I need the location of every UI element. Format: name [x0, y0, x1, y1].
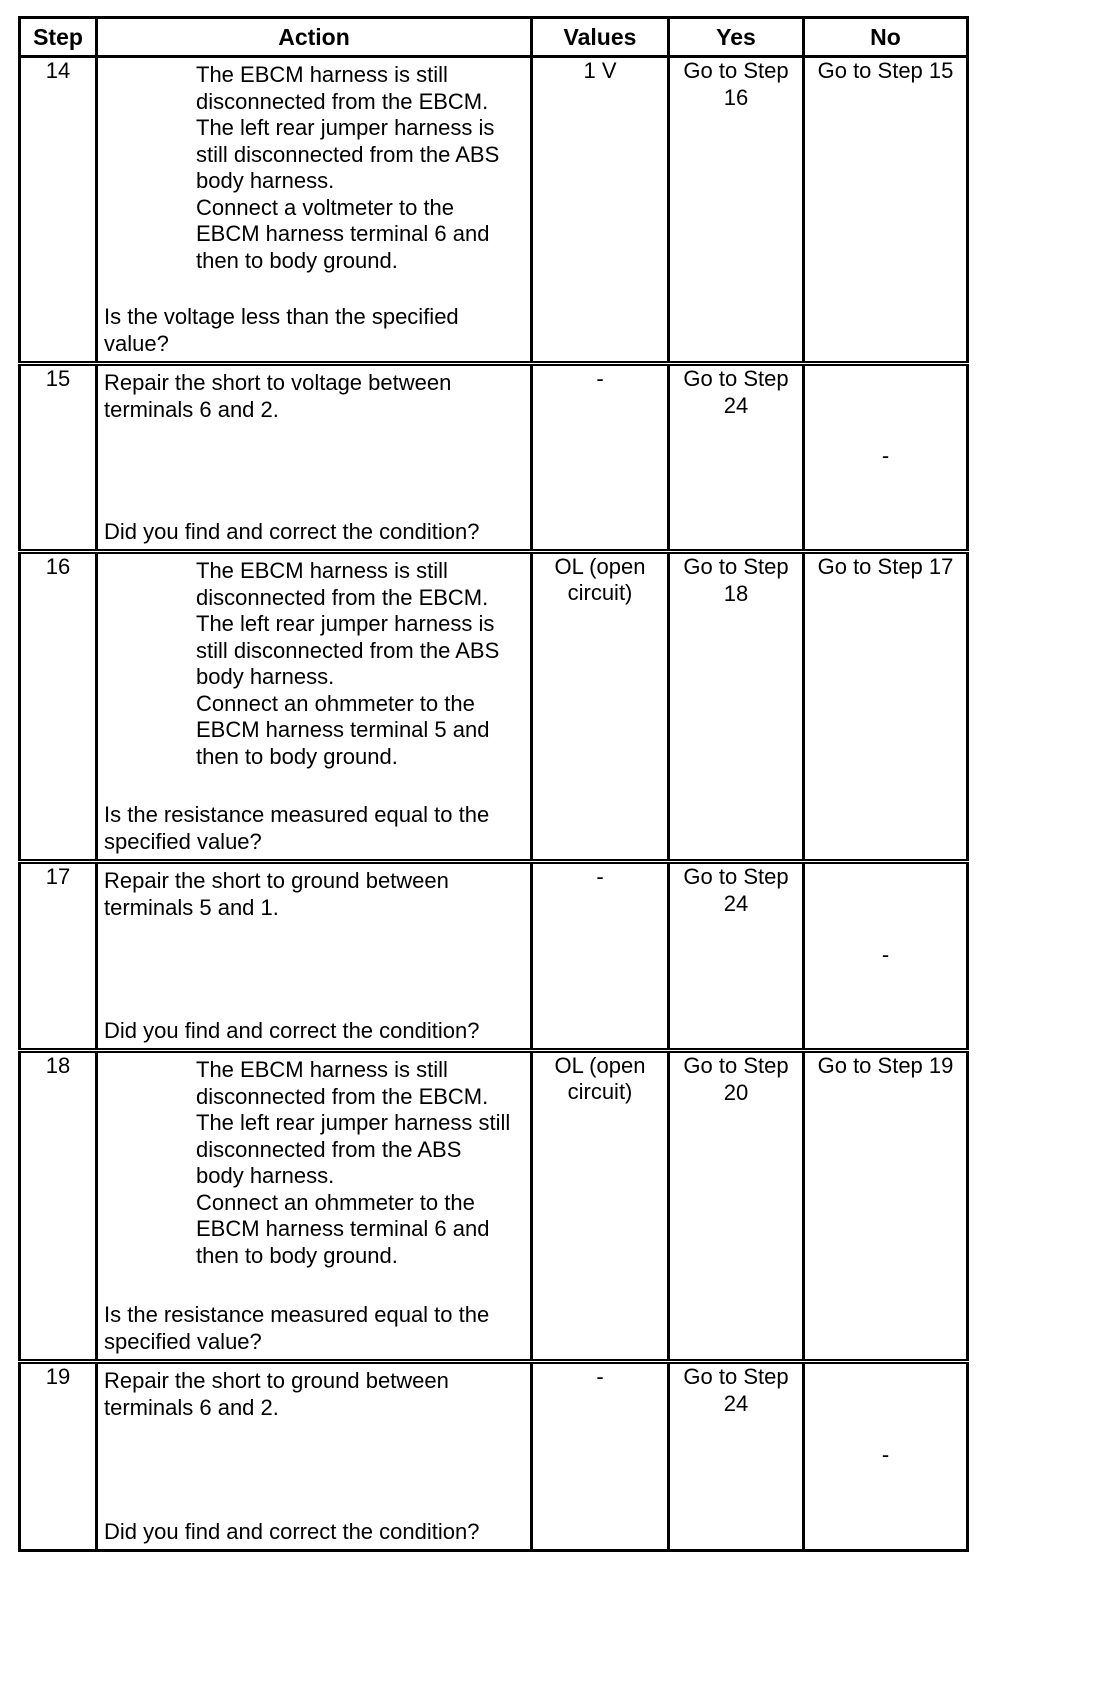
instruction-line: body harness. — [196, 168, 335, 193]
yes-cell — [669, 1051, 804, 1362]
instruction-line: terminals 6 and 2. — [104, 396, 279, 422]
yes-goto: Go to Step 20 — [683, 1053, 789, 1105]
instruction-line: still disconnected from the ABS — [196, 141, 500, 167]
instruction-line: terminals 6 and 2. — [104, 1394, 279, 1420]
action-instructions — [104, 1368, 524, 1421]
instruction-line: Connect an ohmmeter to the — [196, 1189, 475, 1215]
step-number: 15 — [20, 364, 97, 552]
step-number: 19 — [20, 1362, 97, 1551]
step-row — [20, 862, 968, 1051]
values-text: - — [596, 366, 604, 391]
instruction-line: then to body ground. — [196, 247, 398, 273]
action-cell — [97, 57, 532, 364]
header-row — [20, 18, 968, 57]
values-cell — [532, 1362, 669, 1551]
yes-goto: Go to Step 16 — [683, 58, 789, 110]
instruction-line: Connect a voltmeter to the — [196, 194, 455, 220]
yes-cell — [669, 1362, 804, 1551]
instruction-line: Connect an ohmmeter to the — [196, 690, 475, 716]
instruction-line: Repair the short to ground between — [104, 1368, 449, 1393]
instruction-line: The left rear jumper harness is — [196, 611, 495, 636]
action-instructions — [104, 1057, 524, 1269]
action-instructions — [104, 370, 524, 423]
values-cell — [532, 552, 669, 862]
step-row — [20, 364, 968, 552]
yes-goto: Go to Step 24 — [683, 864, 789, 916]
values-cell — [532, 364, 669, 552]
step-row — [20, 1362, 968, 1551]
instruction-line: EBCM harness terminal 6 and — [196, 1216, 490, 1241]
instruction-line: disconnected from the EBCM. — [196, 88, 489, 114]
instruction-line: Repair the short to voltage between — [104, 370, 452, 395]
yes-cell — [669, 862, 804, 1051]
instruction-line: Repair the short to ground between — [104, 868, 449, 893]
no-cell — [804, 57, 968, 364]
action-question — [104, 1519, 524, 1546]
instruction-line: still disconnected from the ABS — [196, 637, 500, 663]
action-cell — [97, 364, 532, 552]
step-row — [20, 552, 968, 862]
instruction-line: The EBCM harness is still — [196, 558, 448, 583]
yes-cell — [669, 57, 804, 364]
instruction-line: disconnected from the EBCM. — [196, 584, 489, 610]
values-text: - — [596, 864, 604, 889]
action-question — [104, 1018, 524, 1045]
instruction-line: The EBCM harness is still — [196, 62, 448, 87]
no-cell — [804, 1051, 968, 1362]
no-cell — [804, 364, 968, 552]
action-cell — [97, 862, 532, 1051]
question-line: Is the resistance measured equal to the — [104, 1302, 490, 1327]
action-cell — [97, 552, 532, 862]
header-values: Values — [532, 18, 669, 57]
instruction-line: The EBCM harness is still — [196, 1057, 448, 1082]
step-row — [20, 1051, 968, 1362]
values-cell — [532, 57, 669, 364]
instruction-line: then to body ground. — [196, 1242, 398, 1268]
yes-goto: Go to Step 24 — [683, 366, 789, 418]
action-cell — [97, 1051, 532, 1362]
step-number: 16 — [20, 552, 97, 862]
header-yes: Yes — [669, 18, 804, 57]
yes-cell — [669, 364, 804, 552]
instruction-line: body harness. — [196, 664, 335, 689]
instruction-line: disconnected from the ABS — [196, 1136, 462, 1162]
yes-cell — [669, 552, 804, 862]
diagnostic-table — [18, 16, 969, 1552]
values-cell — [532, 862, 669, 1051]
header-action: Action — [97, 18, 532, 57]
action-instructions — [104, 62, 524, 274]
action-question — [104, 1302, 524, 1355]
action-instructions — [104, 558, 524, 770]
instruction-line: EBCM harness terminal 6 and — [196, 221, 490, 246]
question-line: specified value? — [104, 1328, 262, 1354]
step-row — [20, 57, 968, 364]
no-cell — [804, 552, 968, 862]
yes-goto: Go to Step 24 — [683, 1364, 789, 1416]
question-line: Is the resistance measured equal to the — [104, 802, 490, 827]
values-text: 1 V — [583, 58, 617, 83]
action-question — [104, 519, 524, 546]
question-line: Did you find and correct the condition? — [104, 1017, 480, 1043]
values-text: OL (open circuit) — [554, 1053, 646, 1104]
question-line: value? — [104, 330, 169, 356]
instruction-line: The left rear jumper harness is — [196, 115, 495, 140]
header-no: No — [804, 18, 968, 57]
instruction-line: then to body ground. — [196, 743, 398, 769]
instruction-line: The left rear jumper harness still — [196, 1110, 511, 1135]
no-goto: - — [881, 1442, 890, 1468]
action-cell — [97, 1362, 532, 1551]
question-line: Is the voltage less than the specified — [104, 304, 459, 329]
values-cell — [532, 1051, 669, 1362]
action-question — [104, 802, 524, 855]
instruction-line: terminals 5 and 1. — [104, 894, 279, 920]
values-text: - — [596, 1364, 604, 1389]
action-question — [104, 304, 524, 357]
values-text: OL (open circuit) — [554, 554, 646, 605]
step-number: 14 — [20, 57, 97, 364]
no-goto: - — [881, 443, 890, 469]
step-number: 17 — [20, 862, 97, 1051]
yes-goto: Go to Step 18 — [683, 554, 789, 606]
no-cell — [804, 1362, 968, 1551]
instruction-line: body harness. — [196, 1163, 335, 1188]
step-number: 18 — [20, 1051, 97, 1362]
question-line: specified value? — [104, 828, 262, 854]
question-line: Did you find and correct the condition? — [104, 518, 480, 544]
header-step: Step — [20, 18, 97, 57]
no-goto: Go to Step 19 — [817, 1053, 954, 1078]
no-goto: Go to Step 17 — [817, 554, 954, 579]
action-instructions — [104, 868, 524, 921]
no-goto: - — [881, 941, 890, 967]
no-goto: Go to Step 15 — [817, 58, 954, 83]
question-line: Did you find and correct the condition? — [104, 1518, 480, 1544]
instruction-line: disconnected from the EBCM. — [196, 1083, 489, 1109]
no-cell — [804, 862, 968, 1051]
instruction-line: EBCM harness terminal 5 and — [196, 717, 490, 742]
